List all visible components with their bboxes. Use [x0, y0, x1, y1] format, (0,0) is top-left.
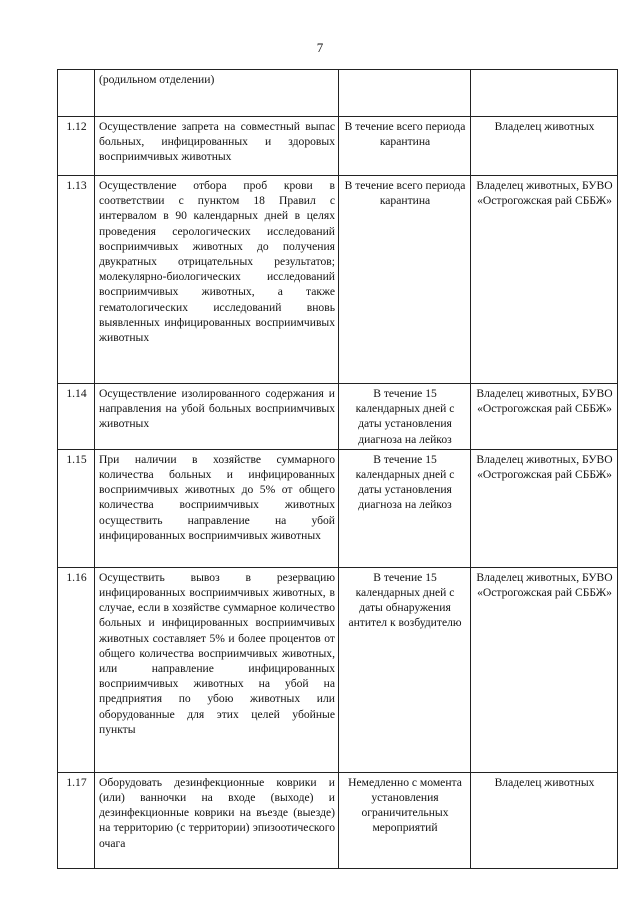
measure-cell: Осуществление отбора проб крови в соответствии с пунктом 18 Правил с интервалом в 90 календарных дней в целях проведения серологических исследований восприимчивых животных до получения двукратных отрицательных результатов; молекулярно-биологических исследований восприимчивых животных, а также гематологических исследований вновь выявленных инфицированных восприимчивых животных [95, 176, 339, 384]
term-cell: Немедленно с момента установления ограничительных мероприятий [339, 772, 471, 868]
term-cell: В течение 15 календарных дней с даты установления диагноза на лейкоз [339, 384, 471, 450]
responsible-cell: Владелец животных [471, 117, 618, 176]
term-cell [339, 70, 471, 117]
responsible-cell [471, 70, 618, 117]
table-row [58, 772, 618, 868]
measure-cell: При наличии в хозяйстве суммарного количества больных и инфицированных восприимчивых животных до 5% от общего количества восприимчивых животных осуществить направление на убой инфицированных восприимчивых животных [95, 449, 339, 567]
table-row [58, 117, 618, 176]
responsible-cell: Владелец животных [471, 772, 618, 868]
table-row [58, 70, 618, 117]
measure-cell: Осуществление запрета на совместный выпас больных, инфицированных и здоровых восприимчивых животных [95, 117, 339, 176]
row-number [58, 70, 95, 117]
measure-cell: Осуществить вывоз в резервацию инфицированных восприимчивых животных, в случае, если в хозяйстве суммарное количество больных и инфицированных восприимчивых животных составляет 5% и более процентов от общего количества восприимчивых животных, или направление инфицированных восприимчивых животных на убой на предприятия по убою животных или оборудованные для этих целей убойные пункты [95, 567, 339, 772]
table-row [58, 176, 618, 384]
row-number: 1.17 [58, 772, 95, 868]
responsible-cell: Владелец животных, БУВО «Острогожская рай СББЖ» [471, 567, 618, 772]
term-cell: В течение 15 календарных дней с даты установления диагноза на лейкоз [339, 449, 471, 567]
row-number: 1.13 [58, 176, 95, 384]
measure-cell: (родильном отделении) [95, 70, 339, 117]
term-cell: В течение всего периода карантина [339, 117, 471, 176]
responsible-cell: Владелец животных, БУВО «Острогожская рай СББЖ» [471, 384, 618, 450]
row-number: 1.12 [58, 117, 95, 176]
responsible-cell: Владелец животных, БУВО «Острогожская рай СББЖ» [471, 449, 618, 567]
table-row [58, 384, 618, 450]
table-row [58, 567, 618, 772]
table-row [58, 449, 618, 567]
row-number: 1.16 [58, 567, 95, 772]
row-number: 1.14 [58, 384, 95, 450]
page-number: 7 [316, 40, 324, 55]
term-cell: В течение всего периода карантина [339, 176, 471, 384]
responsible-cell: Владелец животных, БУВО «Острогожская рай СББЖ» [471, 176, 618, 384]
term-cell: В течение 15 календарных дней с даты обнаружения антител к возбудителю [339, 567, 471, 772]
measure-cell: Осуществление изолированного содержания и направления на убой больных восприимчивых животных [95, 384, 339, 450]
measures-table [57, 69, 618, 869]
measure-cell: Оборудовать дезинфекционные коврики и (или) ванночки на входе (выходе) и дезинфекционные коврики на въезде (выезде) на территорию (с территории) эпизоотического очага [95, 772, 339, 868]
row-number: 1.15 [58, 449, 95, 567]
